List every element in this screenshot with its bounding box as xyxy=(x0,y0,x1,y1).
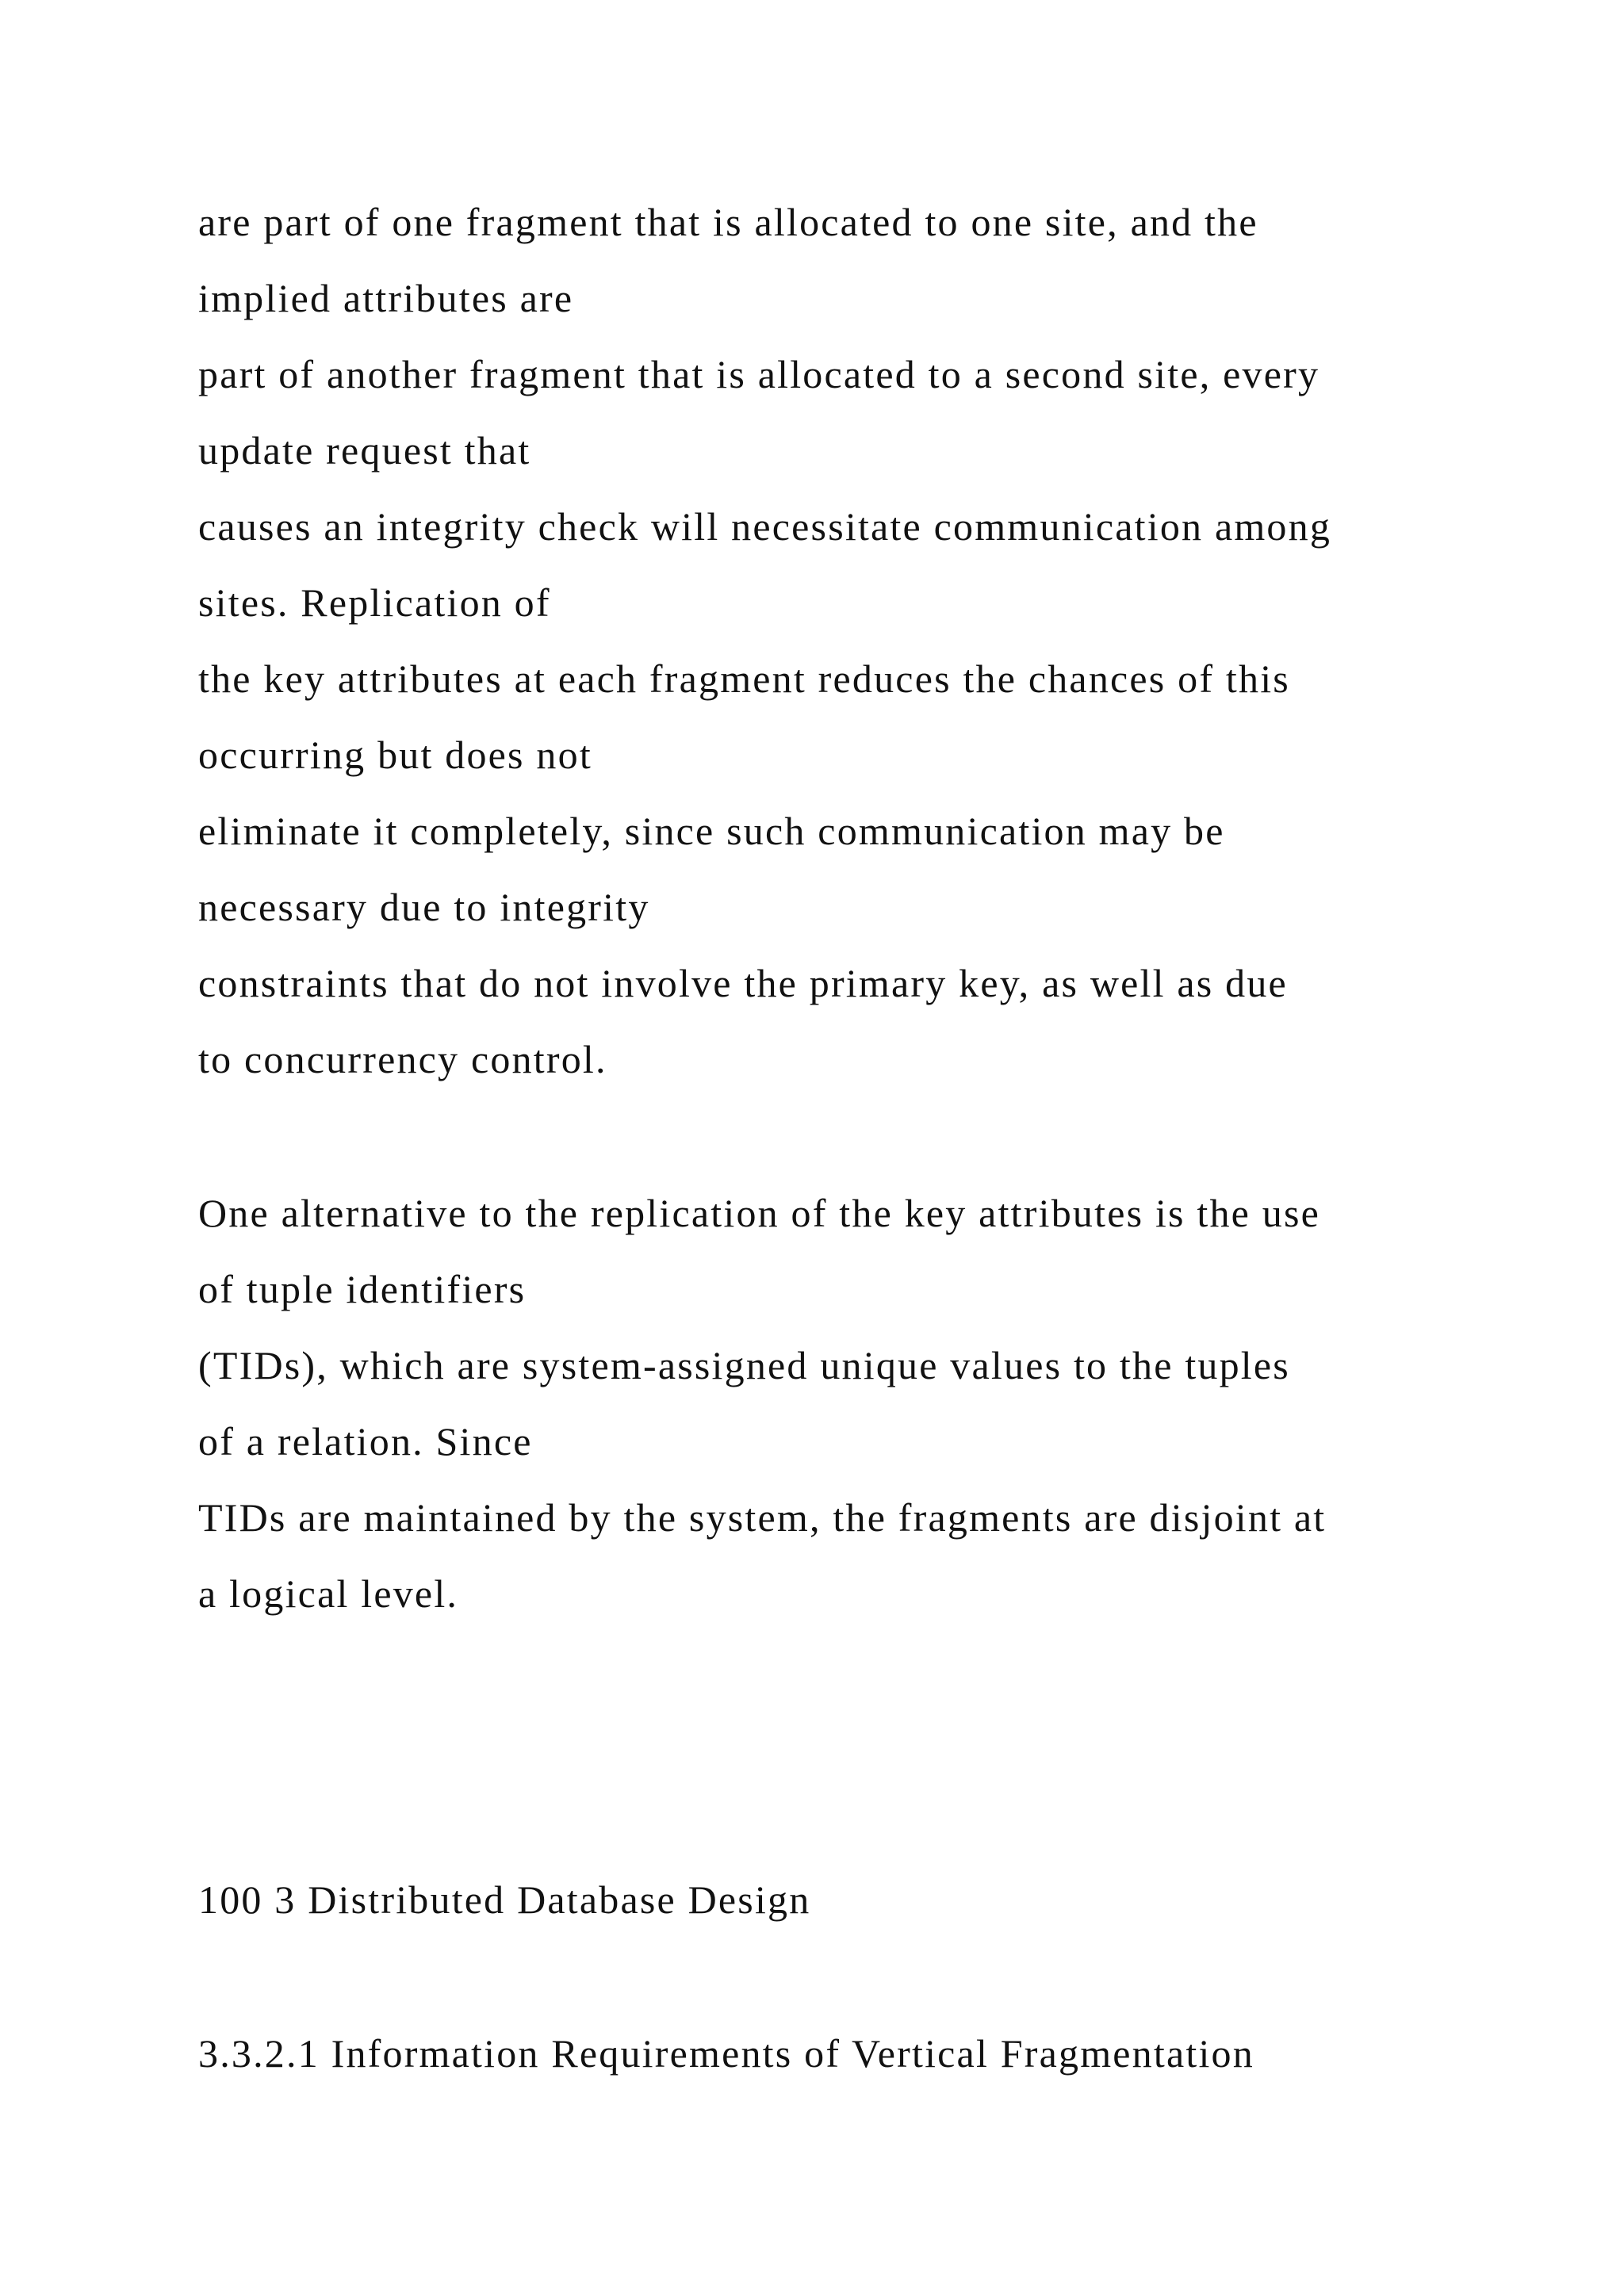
text-line: to concurrency control. xyxy=(198,1037,607,1081)
text-line: TIDs are maintained by the system, the fragments are disjoint at xyxy=(198,1495,1327,1540)
text-line: the key attributes at each fragment reduces the chances of this xyxy=(198,656,1290,701)
text-line: occurring but does not xyxy=(198,733,592,777)
text-line: are part of one fragment that is allocated to one site, and the xyxy=(198,200,1258,244)
text-line: eliminate it completely, since such communication may be xyxy=(198,809,1225,853)
text-line: implied attributes are xyxy=(198,276,574,320)
text-line: constraints that do not involve the primary key, as well as due xyxy=(198,961,1288,1005)
section-heading: 3.3.2.1 Information Requirements of Vertical Fragmentation xyxy=(198,2031,1254,2076)
text-line: One alternative to the replication of the key attributes is the use xyxy=(198,1191,1321,1235)
text-line: causes an integrity check will necessitate communication among xyxy=(198,504,1332,549)
text-line: a logical level. xyxy=(198,1571,459,1616)
page-header: 100 3 Distributed Database Design xyxy=(198,1877,811,1922)
text-line: of a relation. Since xyxy=(198,1419,533,1464)
text-line: sites. Replication of xyxy=(198,580,551,625)
text-line: of tuple identifiers xyxy=(198,1267,527,1311)
text-line: necessary due to integrity xyxy=(198,885,650,929)
text-line: (TIDs), which are system-assigned unique values to the tuples xyxy=(198,1343,1290,1387)
text-line: part of another fragment that is allocated to a second site, every xyxy=(198,352,1320,396)
text-line: update request that xyxy=(198,428,531,473)
